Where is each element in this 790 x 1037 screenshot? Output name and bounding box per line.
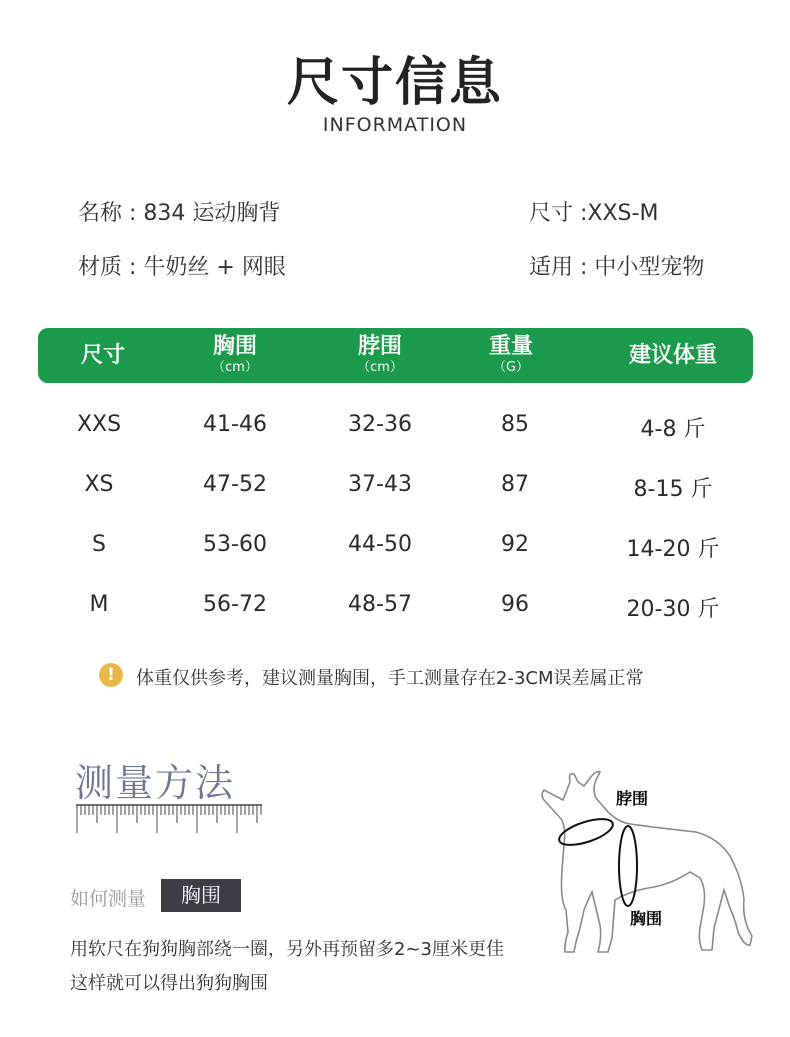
page-title: 尺寸信息 xyxy=(286,53,503,113)
method-title: 测量方法 xyxy=(75,761,236,805)
header-neck: 脖围 （cm） xyxy=(357,334,403,375)
method-description-line2: 这样就可以得出狗狗胸围 xyxy=(70,973,268,994)
header-chest: 胸围 （cm） xyxy=(212,334,258,375)
product-material: 材质 : 牛奶丝 + 网眼 xyxy=(78,255,286,280)
header-size: 尺寸 xyxy=(80,343,125,368)
table-cell: S xyxy=(92,532,106,557)
neck-label: 脖围 xyxy=(616,789,649,808)
chest-tag: 胸围 xyxy=(161,879,241,912)
weight-note: 体重仅供参考，建议测量胸围，手工测量存在2-3CM误差属正常 xyxy=(136,668,644,689)
product-size-range: 尺寸 :XXS-M xyxy=(529,201,659,226)
neck-measure-ring xyxy=(556,814,615,850)
table-cell: 56-72 xyxy=(203,592,267,617)
chest-label: 胸围 xyxy=(630,909,663,928)
table-cell: 32-36 xyxy=(348,412,412,437)
size-table-header xyxy=(38,328,753,383)
ruler-icon xyxy=(76,804,266,836)
table-cell: 53-60 xyxy=(203,532,267,557)
dog-measurement-diagram xyxy=(530,760,770,970)
product-usage: 适用 : 中小型宠物 xyxy=(529,255,705,280)
table-cell: 41-46 xyxy=(203,412,267,437)
table-cell: M xyxy=(89,592,109,617)
table-cell: 20-30 斤 xyxy=(626,597,720,622)
table-cell: 4-8 斤 xyxy=(640,417,706,442)
table-cell: 14-20 斤 xyxy=(626,537,720,562)
table-cell: 8-15 斤 xyxy=(633,477,713,502)
table-cell: 87 xyxy=(501,472,529,497)
table-cell: 47-52 xyxy=(203,472,267,497)
table-cell: 44-50 xyxy=(348,532,412,557)
table-cell: 37-43 xyxy=(348,472,412,497)
header-suggested-weight: 建议体重 xyxy=(628,343,717,368)
table-cell: 96 xyxy=(501,592,529,617)
table-cell: 92 xyxy=(501,532,529,557)
page-subtitle: INFORMATION xyxy=(322,114,468,136)
table-cell: 48-57 xyxy=(348,592,412,617)
table-cell: XXS xyxy=(76,412,122,437)
header-weight: 重量 （G） xyxy=(488,334,533,375)
how-to-measure-label: 如何测量 xyxy=(70,888,147,910)
exclamation-icon: ! xyxy=(99,663,123,687)
method-description-line1: 用软尺在狗狗胸部绕一圈，另外再预留多2~3厘米更佳 xyxy=(70,939,504,960)
table-cell: XS xyxy=(84,472,114,497)
table-cell: 85 xyxy=(501,412,529,437)
product-name: 名称 : 834 运动胸背 xyxy=(78,201,281,226)
